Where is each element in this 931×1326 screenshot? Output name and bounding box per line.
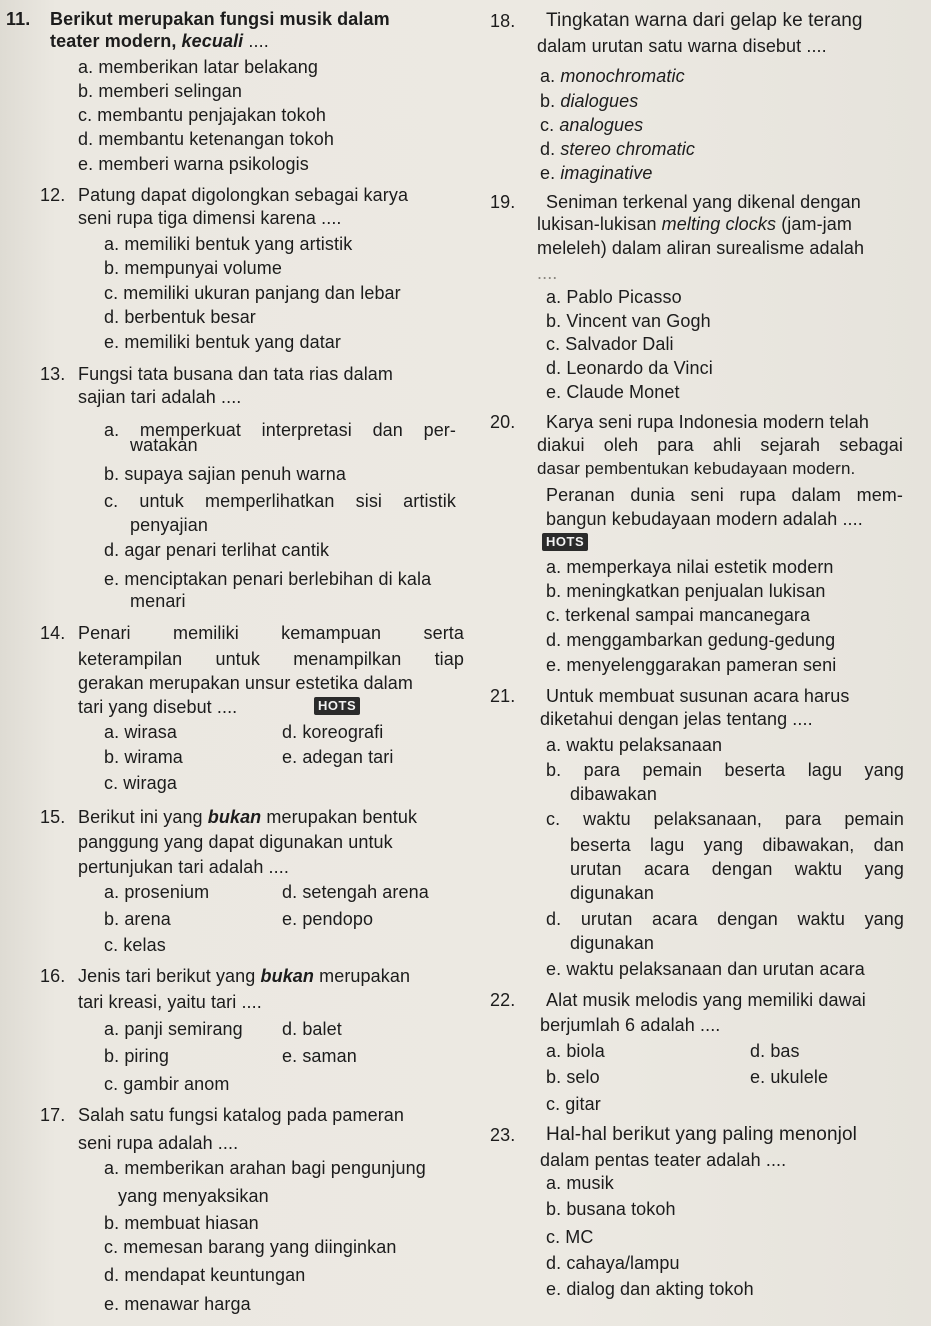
option-a[interactable]: a. waktu pelaksanaan (546, 735, 723, 755)
question-text: Karya seni rupa Indonesia modern telah (546, 412, 870, 432)
option-d[interactable]: d. koreografi (282, 722, 384, 742)
question-number: 15. (40, 807, 66, 827)
question-text: tari kreasi, yaitu tari .... (78, 992, 262, 1012)
option-b[interactable]: b. dialogues (540, 91, 639, 111)
option-e[interactable]: e. pendopo (282, 909, 374, 929)
option-d[interactable]: d. menggambarkan gedung-gedung (546, 630, 836, 650)
option-e[interactable]: e. Claude Monet (546, 382, 680, 402)
question-text: sajian tari adalah .... (78, 387, 242, 407)
option-c[interactable]: c. waktu pelaksanaan, para pemain (546, 809, 904, 829)
question-number: 11. (6, 9, 31, 29)
question-text: berjumlah 6 adalah .... (540, 1015, 721, 1035)
option-c[interactable]: c. memiliki ukuran panjang dan lebar (104, 283, 401, 303)
option-a[interactable]: a. biola (546, 1041, 605, 1061)
option-e[interactable]: e. menciptakan penari berlebihan di kala (104, 569, 432, 589)
question-text: diketahui dengan jelas tentang .... (540, 709, 813, 729)
option-b[interactable]: b. Vincent van Gogh (546, 311, 711, 331)
option-e-cont[interactable]: menari (130, 591, 186, 611)
option-a[interactable]: a. memperkaya nilai estetik modern (546, 557, 834, 577)
option-e[interactable]: e. memberi warna psikologis (78, 154, 309, 174)
question-text: Penari memiliki kemampuan serta (78, 623, 464, 643)
question-text: Jenis tari berikut yang bukan merupakan (78, 966, 411, 986)
option-b[interactable]: b. arena (104, 909, 171, 929)
question-text: Berikut ini yang bukan merupakan bentuk (78, 807, 418, 827)
question-number: 17. (40, 1105, 66, 1125)
option-d[interactable]: d. balet (282, 1019, 342, 1039)
option-c[interactable]: c. gambir anom (104, 1074, 230, 1094)
option-e[interactable]: e. adegan tari (282, 747, 394, 767)
question-text: gerakan merupakan unsur estetika dalam (78, 673, 413, 693)
question-text: lukisan-lukisan melting clocks (jam-jam (537, 214, 852, 234)
option-c[interactable]: c. wiraga (104, 773, 177, 793)
option-e[interactable]: e. imaginative (540, 163, 653, 183)
question-text: seni rupa tiga dimensi karena .... (78, 208, 342, 228)
question-text: Salah satu fungsi katalog pada pameran (78, 1105, 405, 1125)
option-c[interactable]: c. untuk memperlihatkan sisi artistik (104, 491, 456, 511)
question-number: 13. (40, 364, 66, 384)
option-c-cont[interactable]: digunakan (570, 883, 654, 903)
question-number: 14. (40, 623, 66, 643)
question-text: Patung dapat digolongkan sebagai karya (78, 185, 409, 205)
option-b-cont[interactable]: dibawakan (570, 784, 657, 804)
option-b[interactable]: b. meningkatkan penjualan lukisan (546, 581, 826, 601)
question-text: Tingkatan warna dari gelap ke terang (546, 10, 863, 31)
option-a[interactable]: a. memberikan arahan bagi pengunjung (104, 1158, 426, 1178)
option-c[interactable]: c. membantu penjajakan tokoh (78, 105, 326, 125)
option-c-cont[interactable]: beserta lagu yang dibawakan, dan (570, 835, 904, 855)
option-e[interactable]: e. dialog dan akting tokoh (546, 1279, 754, 1299)
question-text: seni rupa adalah .... (78, 1133, 239, 1153)
option-d[interactable]: d. membantu ketenangan tokoh (78, 129, 334, 149)
option-b[interactable]: b. busana tokoh (546, 1199, 676, 1219)
option-d[interactable]: d. agar penari terlihat cantik (104, 540, 330, 560)
option-e[interactable]: e. menawar harga (104, 1294, 251, 1314)
question-number: 16. (40, 966, 66, 986)
option-e[interactable]: e. ukulele (750, 1067, 829, 1087)
question-number: 18. (490, 11, 516, 31)
question-text: dalam urutan satu warna disebut .... (537, 36, 827, 56)
option-d[interactable]: d. bas (750, 1041, 800, 1061)
question-number: 20. (490, 412, 516, 432)
question-text: Untuk membuat susunan acara harus (546, 686, 850, 706)
question-text: panggung yang dapat digunakan untuk (78, 832, 393, 852)
question-text: diakui oleh para ahli sejarah sebagai (537, 435, 903, 455)
option-a[interactable]: a. Pablo Picasso (546, 287, 682, 307)
question-text: Peranan dunia seni rupa dalam mem- (546, 485, 903, 505)
option-c[interactable]: c. analogues (540, 115, 644, 135)
option-c[interactable]: c. memesan barang yang diinginkan (104, 1237, 397, 1257)
option-d[interactable]: d. mendapat keuntungan (104, 1265, 306, 1285)
question-text: tari yang disebut .... (78, 697, 238, 717)
question-text: dalam pentas teater adalah .... (540, 1150, 787, 1170)
question-ellipsis: .... (537, 263, 558, 283)
option-d[interactable]: d. Leonardo da Vinci (546, 358, 713, 378)
option-c[interactable]: c. kelas (104, 935, 166, 955)
question-text: Hal-hal berikut yang paling menonjol (546, 1124, 857, 1145)
option-a[interactable]: a. monochromatic (540, 66, 685, 86)
question-text: Seniman terkenal yang dikenal dengan (546, 192, 861, 212)
option-d[interactable]: d. stereo chromatic (540, 139, 695, 159)
question-text: Alat musik melodis yang memiliki dawai (546, 990, 866, 1010)
question-number: 12. (40, 185, 66, 205)
option-e[interactable]: e. waktu pelaksanaan dan urutan acara (546, 959, 865, 979)
question-text: teater modern, kecuali .... (50, 31, 269, 51)
option-b[interactable]: b. membuat hiasan (104, 1213, 259, 1233)
option-b[interactable]: b. memberi selingan (78, 81, 242, 101)
option-b[interactable]: b. supaya sajian penuh warna (104, 464, 346, 484)
option-c[interactable]: c. Salvador Dali (546, 334, 674, 354)
question-text: keterampilan untuk menampilkan tiap (78, 649, 464, 669)
question-number: 21. (490, 686, 516, 706)
option-b[interactable]: b. selo (546, 1067, 600, 1087)
option-a[interactable]: a. panji semirang (104, 1019, 243, 1039)
option-d[interactable]: d. cahaya/lampu (546, 1253, 680, 1273)
question-text: pertunjukan tari adalah .... (78, 857, 289, 877)
option-e[interactable]: e. memiliki bentuk yang datar (104, 332, 342, 352)
question-number: 22. (490, 990, 516, 1010)
option-a[interactable]: a. memiliki bentuk yang artistik (104, 234, 353, 254)
question-text: dasar pembentukan kebudayaan modern. (537, 459, 856, 478)
question-text: Berikut merupakan fungsi musik dalam (50, 9, 390, 29)
hots-badge: HOTS (542, 533, 588, 551)
option-a[interactable]: a. prosenium (104, 882, 210, 902)
option-c-cont[interactable]: urutan acara dengan waktu yang (570, 859, 904, 879)
question-number: 23. (490, 1125, 516, 1145)
option-d-cont[interactable]: digunakan (570, 933, 654, 953)
option-c[interactable]: c. terkenal sampai mancanegara (546, 605, 811, 625)
option-e[interactable]: e. saman (282, 1046, 357, 1066)
option-d[interactable]: d. setengah arena (282, 882, 429, 902)
option-a[interactable]: a. musik (546, 1173, 614, 1193)
question-text: meleleh) dalam aliran surealisme adalah (537, 238, 865, 258)
option-d[interactable]: d. berbentuk besar (104, 307, 256, 327)
option-c[interactable]: c. MC (546, 1227, 594, 1247)
option-a-cont[interactable]: yang menyaksikan (118, 1186, 269, 1206)
option-c-cont[interactable]: penyajian (130, 515, 208, 535)
option-e[interactable]: e. menyelenggarakan pameran seni (546, 655, 837, 675)
option-d[interactable]: d. urutan acara dengan waktu yang (546, 909, 904, 929)
question-text: Fungsi tata busana dan tata rias dalam (78, 364, 393, 384)
option-a[interactable]: a. wirasa (104, 722, 177, 742)
option-a[interactable]: a. memperkuat interpretasi dan per- (104, 420, 456, 440)
question-number: 19. (490, 192, 516, 212)
option-b[interactable]: b. wirama (104, 747, 183, 767)
option-b[interactable]: b. para pemain beserta lagu yang (546, 760, 904, 780)
option-a[interactable]: a. memberikan latar belakang (78, 57, 318, 77)
hots-badge: HOTS (314, 697, 360, 715)
option-b[interactable]: b. mempunyai volume (104, 258, 282, 278)
question-text: bangun kebudayaan modern adalah .... (546, 509, 863, 529)
option-b[interactable]: b. piring (104, 1046, 169, 1066)
option-a-cont[interactable]: watakan (130, 435, 198, 455)
option-c[interactable]: c. gitar (546, 1094, 601, 1114)
